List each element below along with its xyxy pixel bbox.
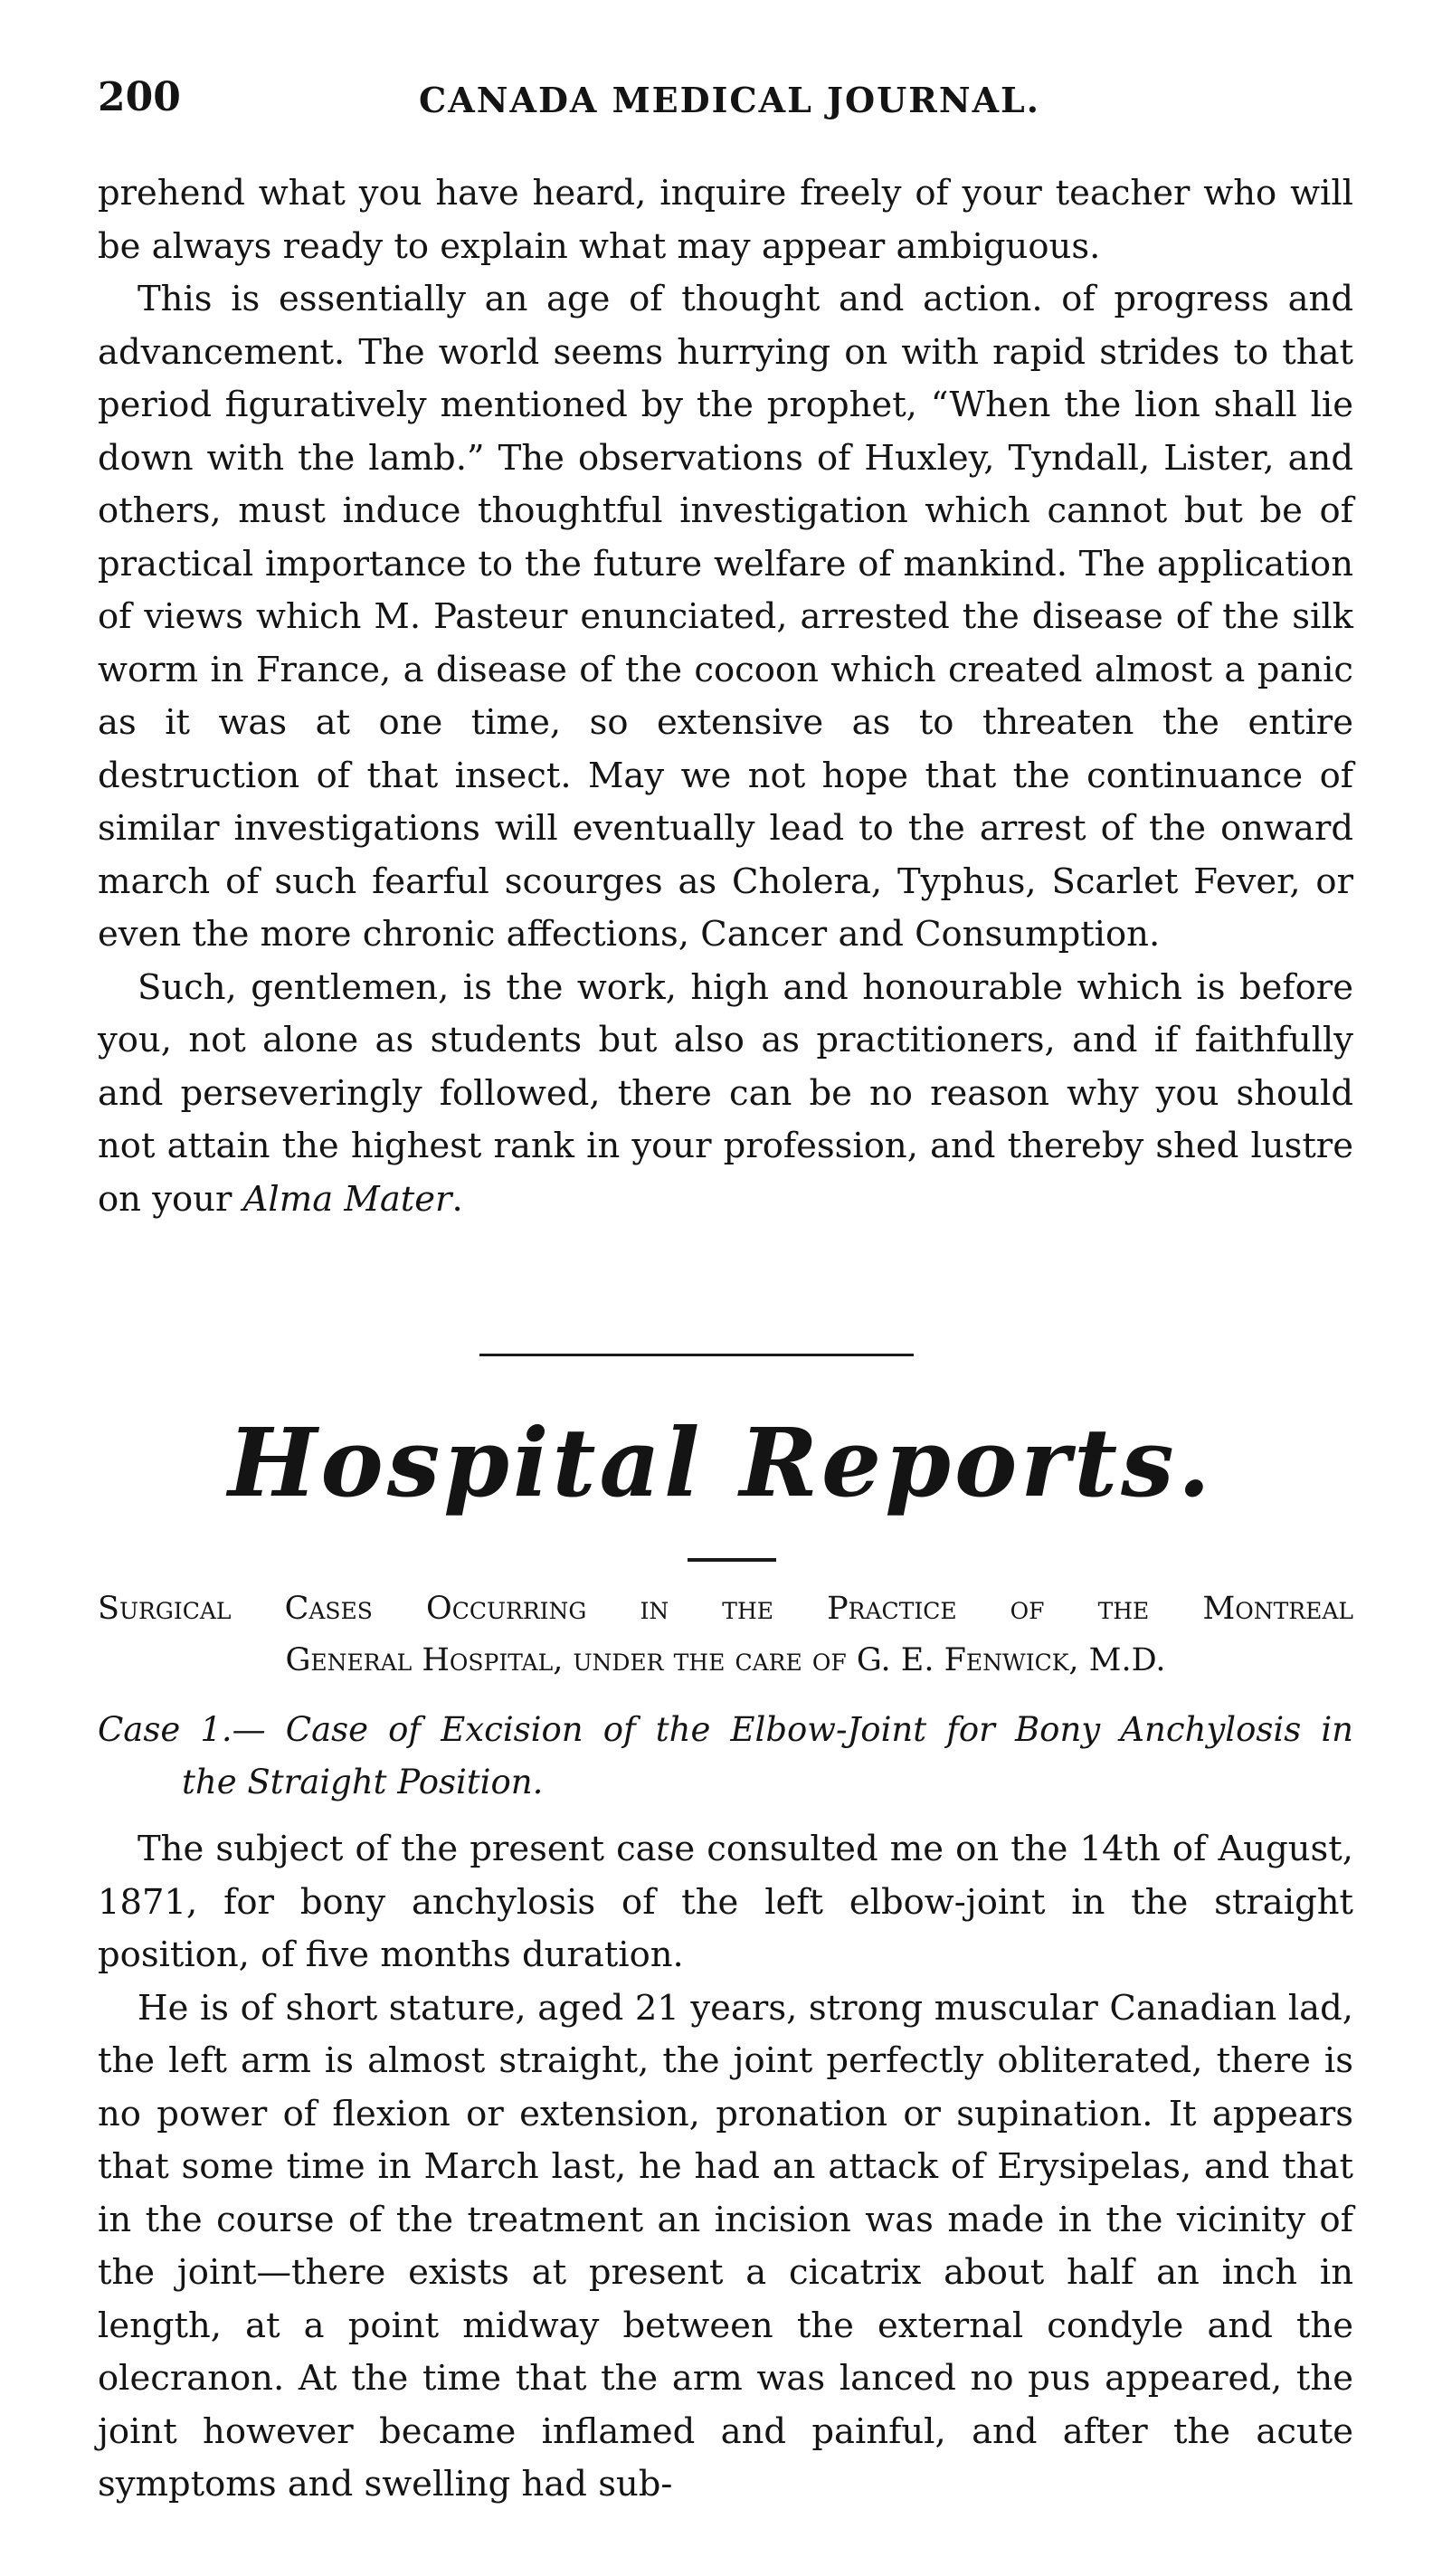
address-conclusion [98,167,1353,1226]
alma-mater-italic: Alma Mater [242,1178,452,1220]
paragraph: prehend what you have heard, inquire freely of your teacher who will be always ready to explain what may appear ambiguous. [98,173,1353,267]
paragraph: This is essentially an age of thought and action. of progress and advancement. The world seems hurrying on with rapid strides to that period figuratively mentioned by the prophet, “When the lion shall lie down with the lamb.” The observations of Huxley, Tyndall, Lister, and others, must induce thoughtful investigation which cannot but be of practical importance to the future welfare of mankind. The application of views which M. Pasteur enunciated, arrested the disease of the silk worm in France, a disease of the cocoon which created almost a panic as it was at one time, so extensive as to threaten the entire destruction of that insect. May we not hope that the continuance of similar investigations will eventually lead to the arrest of the onward march of such fearful scourges as Cholera, Typhus, Scarlet Fever, or even the more chronic affections, Cancer and Consumption. [98,279,1353,955]
section-divider [479,1354,914,1356]
section-heading: Hospital Reports. [228,1407,1214,1518]
case-title-line: Case 1.— Case of Excision of the Elbow-Joint for Bony Anchylosis in [98,1710,1353,1749]
case-title [98,1704,1353,1809]
closing-paragraph [98,962,1353,1227]
case-title-line: the Straight Position. [182,1763,544,1801]
paragraph: The subject of the present case consulted me on the 14th of August, 1871, for bony anchylosis of the left elbow-joint in the straight position, of five months duration. [98,1829,1353,1975]
page-number: 200 [98,74,181,120]
journal-title: CANADA MEDICAL JOURNAL. [419,80,1041,120]
report-heading [98,1583,1353,1687]
report-heading-line: General Hospital, under the care of G. E. Fenwick, M.D. [285,1642,1166,1678]
report-heading-line: Surgical Cases Occurring in the Practice of the Montreal [98,1591,1353,1627]
closing-text: Such, gentlemen, is the work, high and honourable which is before you, not alone as students but also as practitioners, and if faithfully and perseveringly followed, there can be no reason why you should not attain the highest rank in your profession, and thereby shed lustre on your [98,966,1353,1220]
case-report-body [98,1823,1353,2512]
running-head [98,74,1355,128]
heading-underline [688,1558,776,1562]
paragraph: He is of short stature, aged 21 years, strong muscular Canadian lad, the left arm is almost straight, the joint perfectly obliterated, there is no power of flexion or extension, pronation or supination. It appears that some time in March last, he had an attack of Erysipelas, and that in the course of the treatment an incision was made in the vicinity of the joint—there exists at present a cicatrix about half an inch in length, at a point midway between the external condyle and the olecranon. At the time that the arm was lanced no pus appeared, the joint however became inflamed and painful, and after the acute symptoms and swelling had sub- [98,1987,1353,2505]
closing-period: . [451,1178,463,1220]
